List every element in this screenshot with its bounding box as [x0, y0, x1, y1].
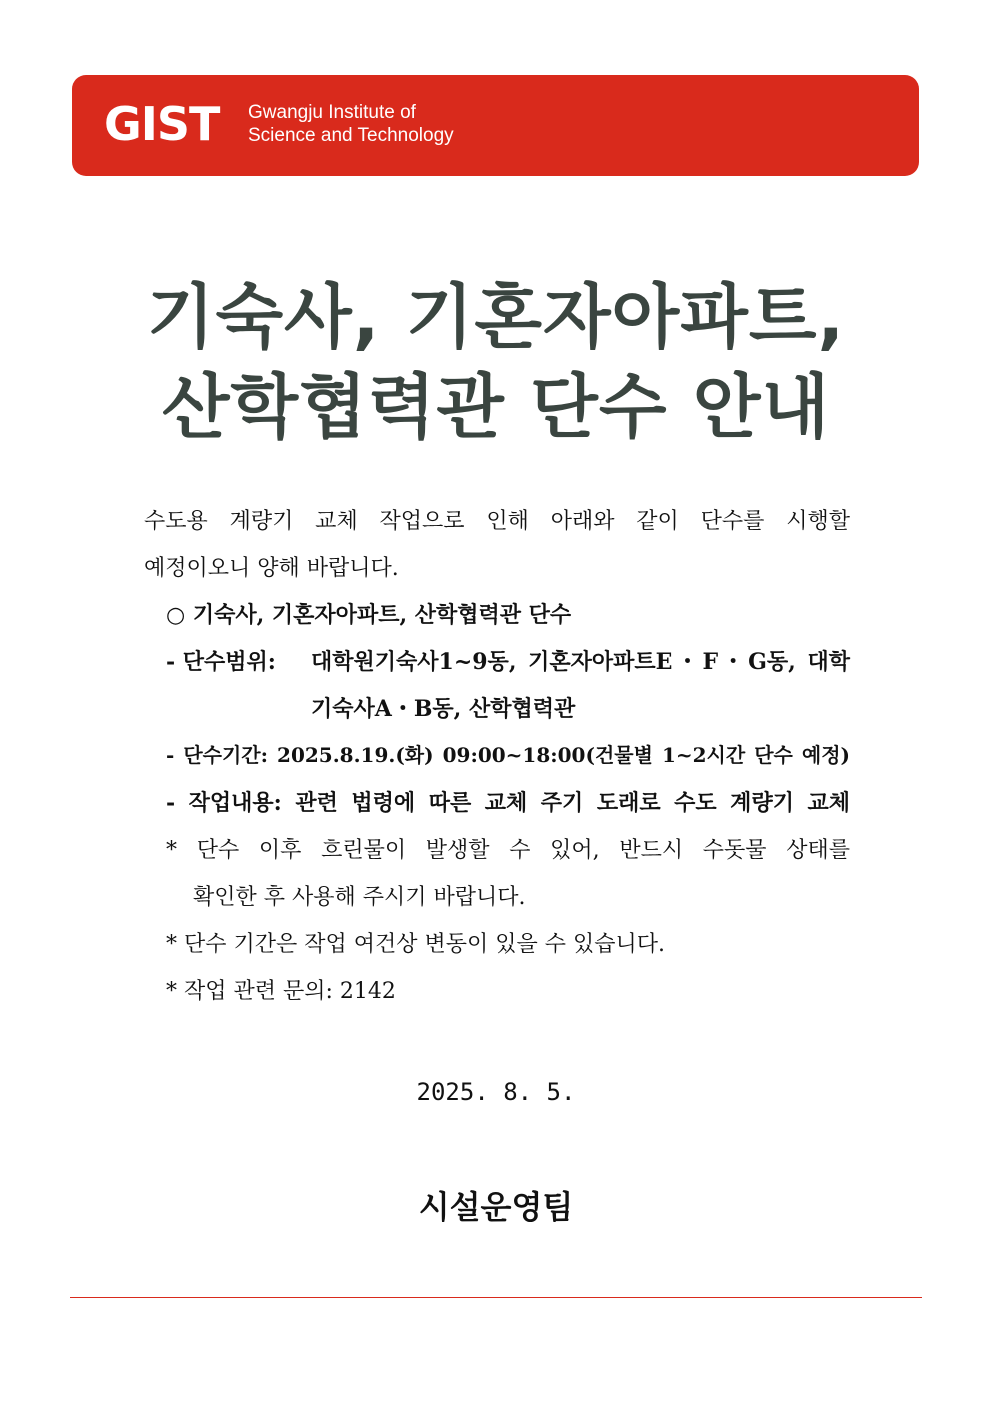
scope-line1: 대학원기숙사1~9동, 기혼자아파트E・F・G동, 대학: [311, 649, 850, 675]
title-line1: 기숙사, 기혼자아파트,: [146, 276, 846, 358]
note3-line: * 작업 관련 문의: 2142: [166, 979, 396, 1004]
note2-line: * 단수 기간은 작업 여건상 변동이 있을 수 있습니다.: [166, 932, 665, 957]
scope-label: - 단수범위:: [166, 649, 276, 675]
footer-divider: [70, 1297, 922, 1298]
gist-logo: GIST: [104, 97, 220, 151]
note1-line2: 확인한 후 사용해 주시기 바랍니다.: [193, 885, 526, 910]
note1-line1: * 단수 이후 흐린물이 발생할 수 있어, 반드시 수돗물 상태를: [166, 838, 850, 863]
intro-line1: 수도용 계량기 교체 작업으로 인해 아래와 같이 단수를 시행할: [144, 509, 850, 534]
notice-date: 2025. 8. 5.: [416, 1078, 576, 1106]
institution-name: [248, 101, 454, 147]
institution-name-line2: Science and Technology: [248, 125, 454, 146]
team-name: 시설운영팀: [418, 1188, 574, 1226]
title-line2: 산학협력관 단수 안내: [161, 366, 831, 448]
work-line: - 작업내용: 관련 법령에 따른 교체 주기 도래로 수도 계량기 교체: [166, 790, 850, 816]
page-title: [0, 272, 992, 452]
period-line: - 단수기간: 2025.8.19.(화) 09:00~18:00(건물별 1~2시간 단수 예정): [166, 743, 850, 767]
scope-line2: 기숙사A・B동, 산학협력관: [311, 696, 576, 722]
header-banner: [72, 75, 919, 176]
institution-name-line1: Gwangju Institute of: [248, 102, 416, 123]
intro-line2: 예정이오니 양해 바랍니다.: [144, 556, 399, 581]
section-heading: ○ 기숙사, 기혼자아파트, 산학협력관 단수: [166, 602, 572, 628]
